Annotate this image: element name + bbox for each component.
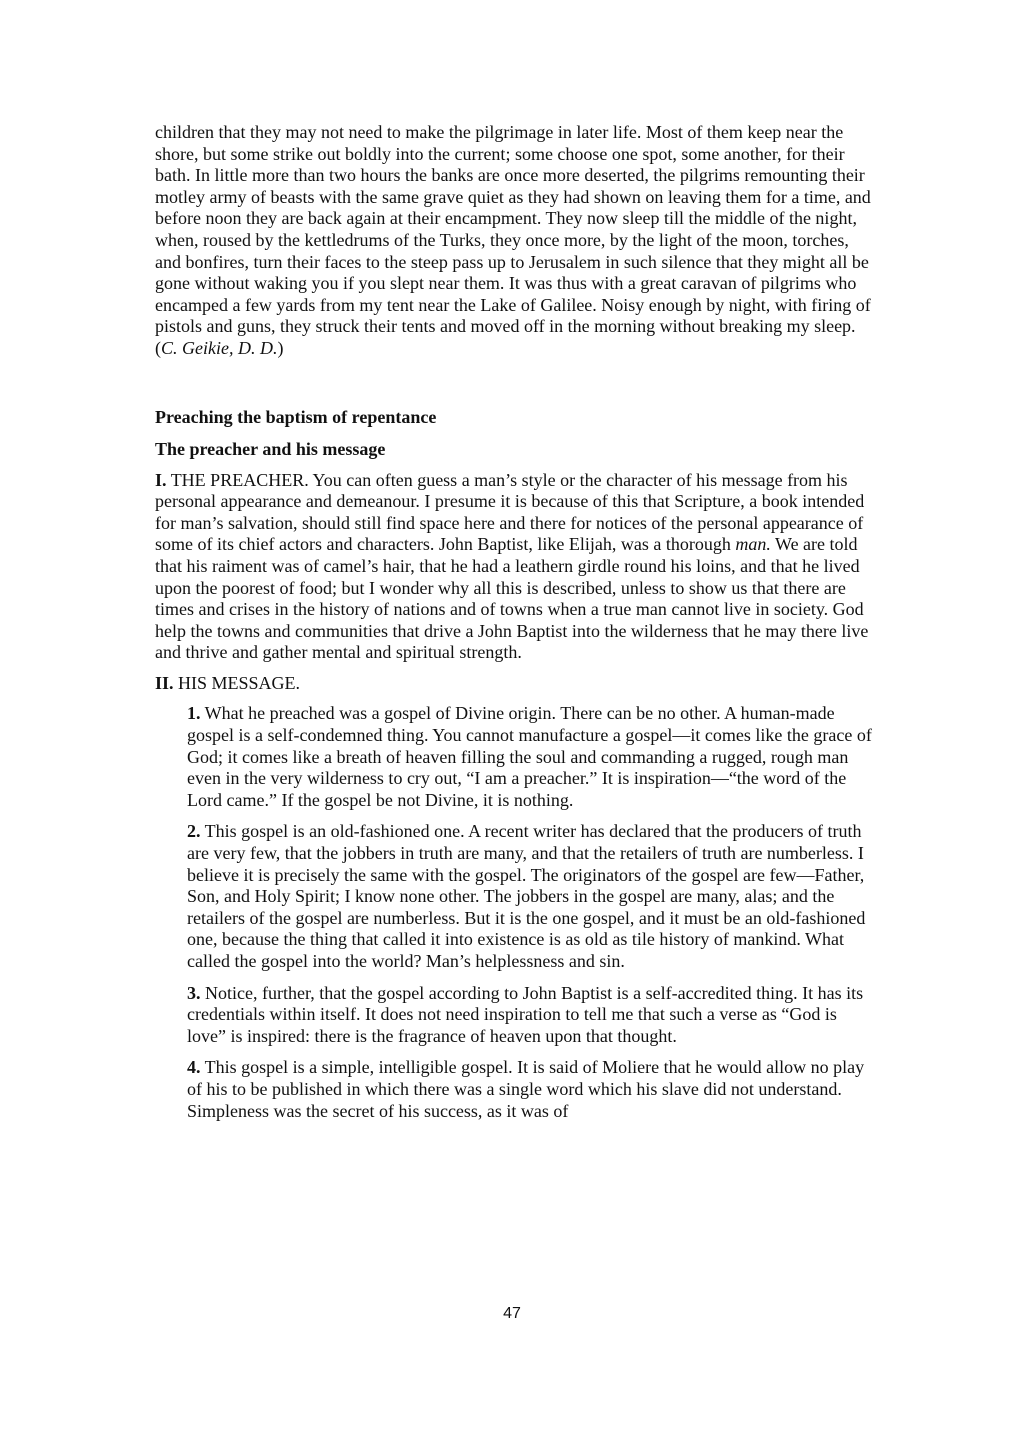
section-preacher-number: I. [155, 469, 167, 490]
point-3-number: 3. [187, 982, 201, 1003]
intro-close: ) [277, 337, 284, 358]
intro-text: children that they may not need to make the pilgrimage in later life. Most of them keep near the shore, but some strike out boldly into the current; some choose one spot, some another, for their bath. In little more than two hours the banks are once more deserted, the pilgrims remounting their motley army of beasts with the same grave quiet as they had shown on leaving them for a time, and before noon they are back again at their encampment. They now sleep till the middle of the night, when, roused by the kettledrums of the Turks, they once more, by the light of the moon, torches, and bonfires, turn their faces to the steep pass up to Jerusalem in such silence that they might all be gone without waking you if you slept near them. It was thus with a great caravan of pilgrims who encamped a few yards from my tent near the Lake of Galilee. Noisy enough by night, with firing of pistols and guns, they struck their tents and moved off in the morning without breaking my sleep. ( [155, 122, 871, 358]
point-3-text: Notice, further, that the gospel according to John Baptist is a self-accredited thing. It has its credentials within itself. It does not need inspiration to tell me that such a verse as “God is love” is inspired: there is the fragrance of heaven upon that thought. [187, 982, 864, 1046]
sub-heading: The preacher and his message [155, 438, 386, 459]
point-3 [187, 983, 875, 1048]
point-2-text: This gospel is an old-fashioned one. A recent writer has declared that the producers of truth are very few, that the jobbers in truth are many, and that the retailers of truth are numberless. I believe it is precisely the same with the gospel. The originators of the gospel are few—Father, Son, and Holy Spirit; I know none other. The jobbers in the gospel are many, alas; and the retailers of the gospel are numberless. But it is the one gospel, and it must be an old-fashioned one, because the thing that called it into existence is as old as tile history of mankind. What called the gospel into the world? Man’s helplessness and sin. [187, 821, 866, 971]
main-heading: Preaching the baptism of repentance [155, 406, 437, 427]
point-1-text: What he preached was a gospel of Divine origin. There can be no other. A human-made gospel is a self-condemned thing. You cannot manufacture a gospel—it comes like the grace of God; it comes like a breath of heaven filling the soul and commanding a rugged, rough man even in the very wilderness to cry out, “I am a preacher.” It is inspiration—“the word of the Lord came.” If the gospel be not Divine, it is nothing. [187, 703, 872, 810]
point-2-number: 2. [187, 821, 201, 842]
point-4-text: This gospel is a simple, intelligible gospel. It is said of Moliere that he would allow no play of his to be published in which there was a single word which his slave did not understand. Simpleness was the secret of his success, as it was of [187, 1057, 865, 1121]
point-4-number: 4. [187, 1057, 201, 1078]
point-4 [187, 1057, 875, 1122]
section-preacher [155, 470, 875, 664]
page-number: 47 [503, 1305, 521, 1322]
page-body [155, 122, 875, 1132]
section-gap [155, 360, 875, 406]
point-1-number: 1. [187, 703, 201, 724]
point-2 [187, 821, 875, 972]
section-message [155, 673, 875, 695]
section-preacher-text-b: We are told that his raiment was of camel’s hair, that he had a leathern girdle round his loins, and that he lived upon the poorest of food; but I wonder why all this is described, unless to show us that there are times and crises in the history of nations and of towns when a true man cannot live in society. God help the towns and communities that drive a John Baptist into the wilderness that he may there live and thrive and gather mental and spiritual strength. [155, 534, 869, 663]
intro-paragraph [155, 122, 875, 360]
point-1 [187, 703, 875, 811]
section-preacher-emphasis: man. [735, 534, 771, 555]
section-message-number: II. [155, 672, 174, 693]
intro-citation: C. Geikie, D. D. [161, 337, 278, 358]
section-message-text: HIS MESSAGE. [173, 672, 301, 693]
section-preacher-text-a: THE PREACHER. You can often guess a man’s style or the character of his message from his personal appearance and demeanour. I presume it is because of this that Scripture, a book intended for man’s salvation, should still find space here and there for notices of the personal appearance of some of its chief actors and characters. John Baptist, like Elijah, was a thorough [155, 469, 865, 555]
